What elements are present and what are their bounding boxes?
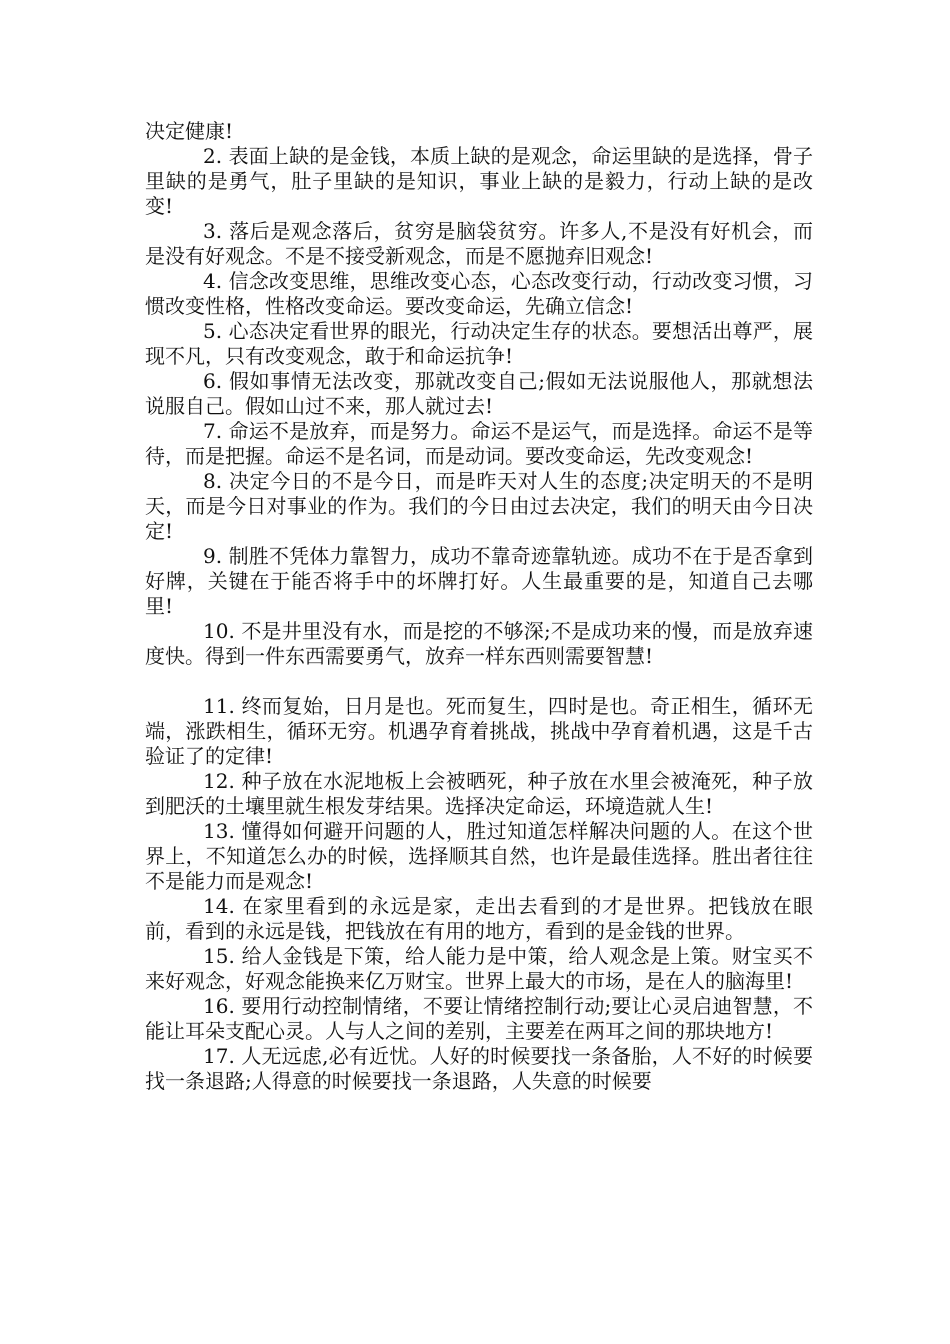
paragraph-1: 决定健康! [145, 119, 234, 143]
paragraph-5: 5. 心态决定看世界的眼光，行动决定生存的状态。要想活出尊严，展现不凡，只有改变观念，敢于和命运抗争! [145, 319, 813, 368]
paragraph-14: 14. 在家里看到的永远是家，走出去看到的才是世界。把钱放在眼前，看到的永远是钱，把钱放在有用的地方，看到的是金钱的世界。 [145, 894, 813, 943]
paragraph-10: 10. 不是井里没有水，而是挖的不够深;不是成功来的慢，而是放弃速度快。得到一件东西需要勇气，放弃一样东西则需要智慧! [145, 619, 813, 668]
paragraph-17: 17. 人无远虑,必有近忧。人好的时候要找一条备胎，人不好的时候要找一条退路;人得意的时候要找一条退路，人失意的时候要 [145, 1044, 813, 1093]
paragraph-4: 4. 信念改变思维，思维改变心态，心态改变行动，行动改变习惯，习惯改变性格，性格改变命运。要改变命运，先确立信念! [145, 269, 813, 318]
paragraph-spacer [145, 669, 813, 694]
paragraph-8: 8. 决定今日的不是今日，而是昨天对人生的态度;决定明天的不是明天，而是今日对事业的作为。我们的今日由过去决定，我们的明天由今日决定! [145, 469, 813, 543]
paragraph-7: 7. 命运不是放弃，而是努力。命运不是运气，而是选择。命运不是等待，而是把握。命运不是名词，而是动词。要改变命运，先改变观念! [145, 419, 813, 468]
document-body [145, 119, 813, 1094]
paragraph-6: 6. 假如事情无法改变，那就改变自己;假如无法说服他人，那就想法说服自己。假如山过不来，那人就过去! [145, 369, 813, 418]
paragraph-2: 2. 表面上缺的是金钱，本质上缺的是观念，命运里缺的是选择，骨子里缺的是勇气，肚子里缺的是知识，事业上缺的是毅力，行动上缺的是改变! [145, 144, 813, 218]
paragraph-9: 9. 制胜不凭体力靠智力，成功不靠奇迹靠轨迹。成功不在于是否拿到好牌，关键在于能否将手中的坏牌打好。人生最重要的是，知道自己去哪里! [145, 544, 813, 618]
paragraph-15: 15. 给人金钱是下策，给人能力是中策，给人观念是上策。财宝买不来好观念，好观念能换来亿万财宝。世界上最大的市场，是在人的脑海里! [145, 944, 813, 993]
paragraph-11: 11. 终而复始，日月是也。死而复生，四时是也。奇正相生，循环无端，涨跌相生，循环无穷。机遇孕育着挑战，挑战中孕育着机遇，这是千古验证了的定律! [145, 694, 813, 768]
paragraph-12: 12. 种子放在水泥地板上会被晒死，种子放在水里会被淹死，种子放到肥沃的土壤里就生根发芽结果。选择决定命运，环境造就人生! [145, 769, 813, 818]
paragraph-13: 13. 懂得如何避开问题的人，胜过知道怎样解决问题的人。在这个世界上，不知道怎么办的时候，选择顺其自然，也许是最佳选择。胜出者往往不是能力而是观念! [145, 819, 813, 893]
paragraph-3: 3. 落后是观念落后，贫穷是脑袋贫穷。许多人,不是没有好机会，而是没有好观念。不是不接受新观念，而是不愿抛弃旧观念! [145, 219, 813, 268]
paragraph-16: 16. 要用行动控制情绪，不要让情绪控制行动;要让心灵启迪智慧，不能让耳朵支配心灵。人与人之间的差别，主要差在两耳之间的那块地方! [145, 994, 813, 1043]
